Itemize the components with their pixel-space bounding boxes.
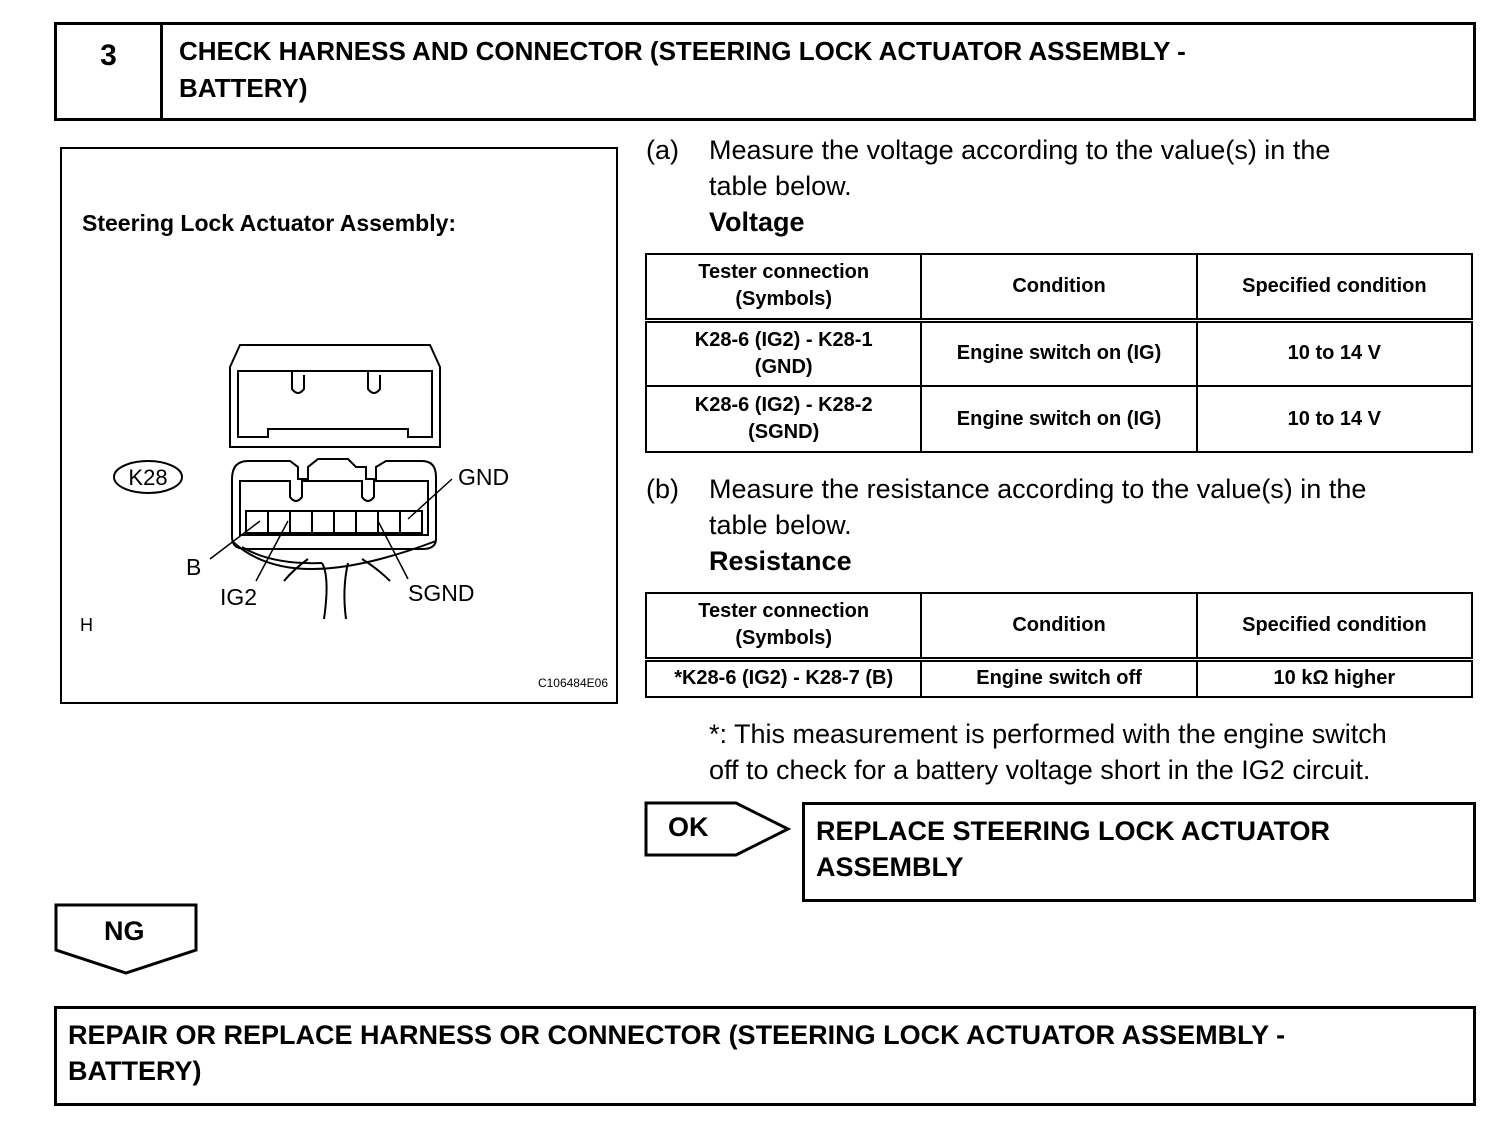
label-ig2: IG2	[220, 584, 258, 610]
ng-action-line2: BATTERY)	[68, 1056, 202, 1086]
step-title	[179, 33, 1449, 107]
ng-label: NG	[104, 916, 145, 946]
step-a-line2: table below.	[709, 171, 852, 201]
header-text: Tester connection	[698, 600, 870, 623]
step-a-line1: Measure the voltage according to the value(s) in the	[709, 135, 1331, 165]
step-title-line1: CHECK HARNESS AND CONNECTOR (STEERING LOCK ACTUATOR ASSEMBLY -	[179, 36, 1186, 66]
step-b-subtitle: Resistance	[709, 546, 852, 576]
voltage-header-condition: Condition	[921, 254, 1196, 320]
specified-cell: 10 to 14 V	[1197, 386, 1472, 452]
step-b-letter: (b)	[646, 474, 679, 504]
header-text: (Symbols)	[735, 288, 833, 311]
step-b-line1: Measure the resistance according to the value(s) in the	[709, 474, 1367, 504]
resistance-header-specified: Specified condition	[1197, 593, 1472, 659]
step-header	[54, 22, 1476, 121]
step-b-text	[709, 471, 1469, 579]
connector-id: K28	[128, 465, 168, 490]
figure-code: C106484E06	[537, 676, 608, 690]
ok-action-text	[816, 813, 1330, 885]
connector-illustration	[60, 147, 618, 704]
specified-cell: 10 to 14 V	[1197, 320, 1472, 386]
tester-line: (GND)	[754, 355, 813, 378]
harness-connector	[232, 459, 436, 619]
tester-cell	[646, 386, 921, 452]
ok-action-line2: ASSEMBLY	[816, 852, 964, 882]
step-b-line2: table below.	[709, 510, 852, 540]
connector-diagram	[62, 149, 616, 702]
voltage-header-tester	[646, 254, 921, 320]
resistance-header-condition: Condition	[921, 593, 1196, 659]
tester-line: K28-6 (IG2) - K28-1	[694, 328, 873, 351]
tester-line: K28-6 (IG2) - K28-2	[694, 394, 873, 416]
table-row	[646, 659, 1472, 697]
note-line1: *: This measurement is performed with the engine switch	[709, 719, 1387, 749]
measurement-note	[709, 716, 1489, 788]
ok-action-line1: REPLACE STEERING LOCK ACTUATOR	[816, 816, 1331, 846]
condition-cell: Engine switch on (IG)	[921, 320, 1196, 386]
voltage-table-header	[646, 254, 1472, 320]
step-a-letter: (a)	[646, 135, 679, 165]
label-gnd: GND	[458, 464, 510, 490]
connector-id-callout	[114, 461, 182, 493]
label-sgnd: SGND	[408, 580, 475, 606]
condition-cell: Engine switch off	[921, 659, 1196, 697]
note-line2: off to check for a battery voltage short in the IG2 circuit.	[709, 755, 1371, 785]
label-h: H	[80, 615, 93, 635]
illustration-heading: Steering Lock Actuator Assembly:	[82, 210, 457, 236]
ng-action-text	[68, 1017, 1458, 1089]
tester-cell: *K28-6 (IG2) - K28-7 (B)	[646, 659, 921, 697]
resistance-header-tester	[646, 593, 921, 659]
step-a-text	[709, 132, 1469, 240]
ng-action-line1: REPAIR OR REPLACE HARNESS OR CONNECTOR (STEERING LOCK ACTUATOR ASSEMBLY -	[68, 1020, 1286, 1050]
ok-label: OK	[668, 812, 709, 842]
tester-line: (SGND)	[748, 421, 820, 443]
table-row	[646, 386, 1472, 452]
resistance-table-header	[646, 593, 1472, 659]
mating-connector	[230, 345, 440, 447]
label-b: B	[186, 554, 202, 580]
voltage-table	[645, 253, 1473, 453]
step-title-line2: BATTERY)	[179, 73, 308, 103]
ok-arrow	[644, 800, 792, 858]
step-number: 3	[57, 25, 163, 118]
specified-cell: 10 kΩ higher	[1197, 659, 1472, 697]
resistance-table	[645, 592, 1473, 698]
tester-cell	[646, 320, 921, 386]
header-text: Tester connection	[698, 261, 870, 284]
condition-cell: Engine switch on (IG)	[921, 386, 1196, 452]
table-row	[646, 320, 1472, 386]
step-a-subtitle: Voltage	[709, 207, 805, 237]
header-text: (Symbols)	[735, 627, 833, 650]
voltage-header-specified: Specified condition	[1197, 254, 1472, 320]
